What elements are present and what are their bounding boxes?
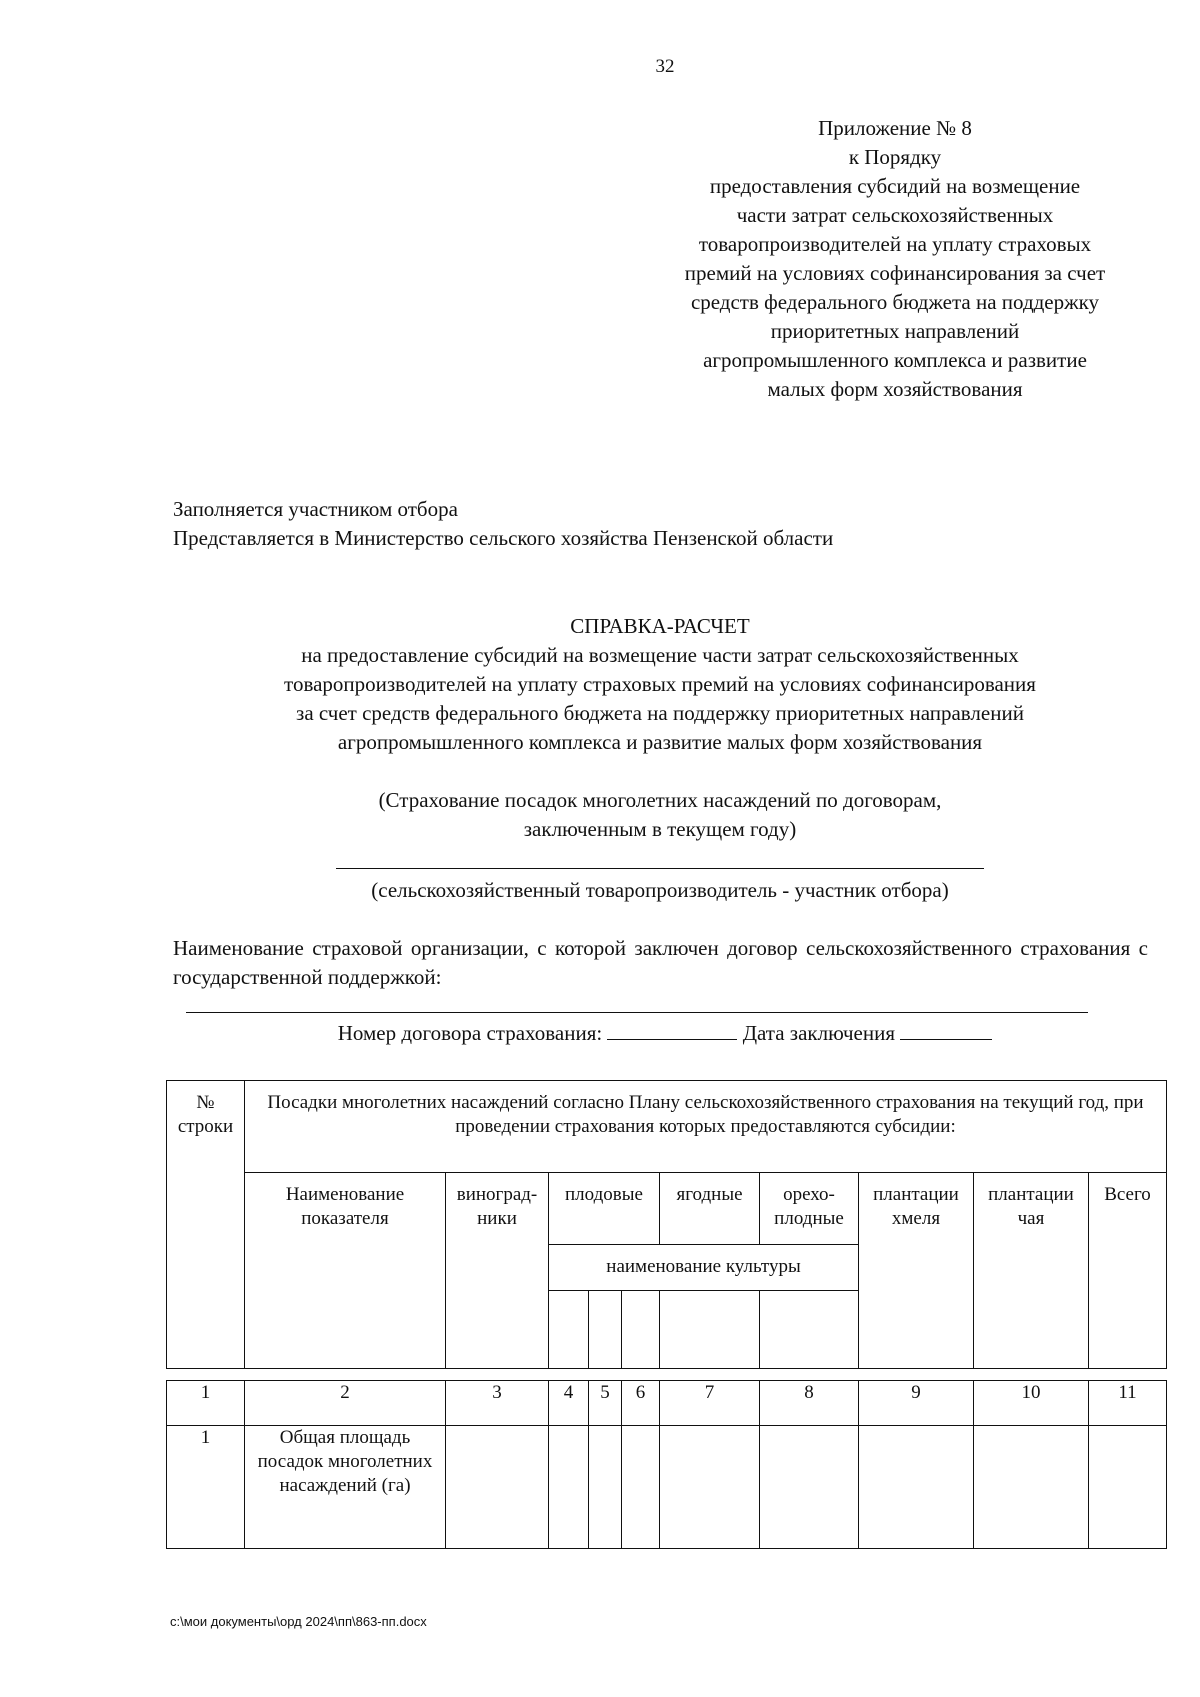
- hops-header: плантации хмеля: [859, 1173, 974, 1369]
- column-number-row: [167, 1381, 1167, 1426]
- data-cell[interactable]: [549, 1426, 589, 1549]
- column-number: 3: [446, 1381, 549, 1426]
- contract-date-field[interactable]: [900, 1021, 992, 1040]
- insurer-name-field[interactable]: [186, 1012, 1088, 1013]
- culture-name-header: наименование культуры: [549, 1245, 859, 1291]
- row-number-header: № строки: [167, 1081, 245, 1369]
- column-number: 9: [859, 1381, 974, 1426]
- page-number: 32: [655, 56, 675, 77]
- insurance-type-line: (Страхование посадок многолетних насаждений по договорам,: [378, 788, 942, 812]
- file-path-footer: c:\мои документы\орд 2024\пп\863-пп.docx: [170, 1614, 427, 1629]
- column-number: 6: [622, 1381, 660, 1426]
- appendix-line: Приложение № 8: [818, 116, 972, 140]
- contract-date-label: Дата заключения: [742, 1021, 895, 1045]
- insurer-label: Наименование страховой организации, с которой заключен договор сельскохозяйственного страхования с государственной поддержкой:: [173, 936, 1148, 989]
- insurance-type-line: заключенным в текущем году): [523, 817, 797, 841]
- group-header: Посадки многолетних насаждений согласно Плану сельскохозяйственного страхования на текущий год, при проведении страхования которых предоставляются субсидии:: [245, 1081, 1167, 1173]
- data-cell[interactable]: [660, 1426, 760, 1549]
- row-indicator: Общая площадь посадок многолетних насаждений (га): [245, 1426, 446, 1549]
- document-title: [130, 612, 1190, 757]
- appendix-line: агропромышленного комплекса и развитие: [703, 348, 1087, 372]
- culture-cell[interactable]: [589, 1291, 622, 1369]
- title-line: агропромышленного комплекса и развитие малых форм хозяйствования: [337, 730, 983, 754]
- total-header: Всего: [1089, 1173, 1167, 1369]
- filled-by-note: Заполняется участником отбора: [173, 497, 458, 521]
- appendix-line: приоритетных направлений: [770, 319, 1020, 343]
- column-number: 5: [589, 1381, 622, 1426]
- data-cell[interactable]: [1089, 1426, 1167, 1549]
- title-line: за счет средств федерального бюджета на поддержку приоритетных направлений: [296, 701, 1024, 725]
- appendix-line: премий на условиях софинансирования за счет: [684, 261, 1106, 285]
- submission-notes: [173, 495, 833, 553]
- column-number: 7: [660, 1381, 760, 1426]
- contract-number-field[interactable]: [607, 1021, 737, 1040]
- subsidy-table-header: [166, 1080, 1167, 1369]
- producer-underline[interactable]: [336, 848, 984, 869]
- subsidy-table-body: [166, 1380, 1167, 1549]
- vineyards-header: виноград-ники: [446, 1173, 549, 1369]
- title-line: на предоставление субсидий на возмещение части затрат сельскохозяйственных: [301, 643, 1019, 667]
- indicator-header: Наименование показателя: [245, 1173, 446, 1369]
- data-cell[interactable]: [589, 1426, 622, 1549]
- contract-number-label: Номер договора страхования:: [337, 1021, 603, 1045]
- data-cell[interactable]: [859, 1426, 974, 1549]
- submitted-to-note: Представляется в Министерство сельского хозяйства Пензенской области: [173, 526, 834, 550]
- culture-cell[interactable]: [660, 1291, 760, 1369]
- nut-header: орехо-плодные: [760, 1173, 859, 1245]
- data-cell[interactable]: [974, 1426, 1089, 1549]
- data-cell[interactable]: [622, 1426, 660, 1549]
- tea-header: плантации чая: [974, 1173, 1089, 1369]
- row-number: 1: [167, 1426, 245, 1549]
- berry-header: ягодные: [660, 1173, 760, 1245]
- appendix-header: [662, 114, 1128, 404]
- data-cell[interactable]: [446, 1426, 549, 1549]
- column-number: 8: [760, 1381, 859, 1426]
- producer-field[interactable]: [130, 848, 1190, 877]
- column-number: 4: [549, 1381, 589, 1426]
- column-number: 1: [167, 1381, 245, 1426]
- insurance-type: [130, 786, 1190, 844]
- culture-cell[interactable]: [760, 1291, 859, 1369]
- contract-details: [0, 1019, 1200, 1048]
- data-cell[interactable]: [760, 1426, 859, 1549]
- producer-caption: (сельскохозяйственный товаропроизводитель - участник отбора): [371, 878, 949, 902]
- document-heading: СПРАВКА-РАСЧЕТ: [570, 614, 750, 638]
- appendix-line: части затрат сельскохозяйственных: [736, 203, 1054, 227]
- appendix-line: средств федерального бюджета на поддержку: [690, 290, 1100, 314]
- table-row: [167, 1426, 1167, 1549]
- culture-cell[interactable]: [549, 1291, 589, 1369]
- fruit-header: плодовые: [549, 1173, 660, 1245]
- culture-cell[interactable]: [622, 1291, 660, 1369]
- appendix-line: к Порядку: [848, 145, 942, 169]
- appendix-line: малых форм хозяйствования: [767, 377, 1023, 401]
- appendix-line: предоставления субсидий на возмещение: [709, 174, 1081, 198]
- column-number: 2: [245, 1381, 446, 1426]
- column-number: 10: [974, 1381, 1089, 1426]
- appendix-line: товаропроизводителей на уплату страховых: [698, 232, 1092, 256]
- column-number: 11: [1089, 1381, 1167, 1426]
- title-line: товаропроизводителей на уплату страховых премий на условиях софинансирования: [284, 672, 1036, 696]
